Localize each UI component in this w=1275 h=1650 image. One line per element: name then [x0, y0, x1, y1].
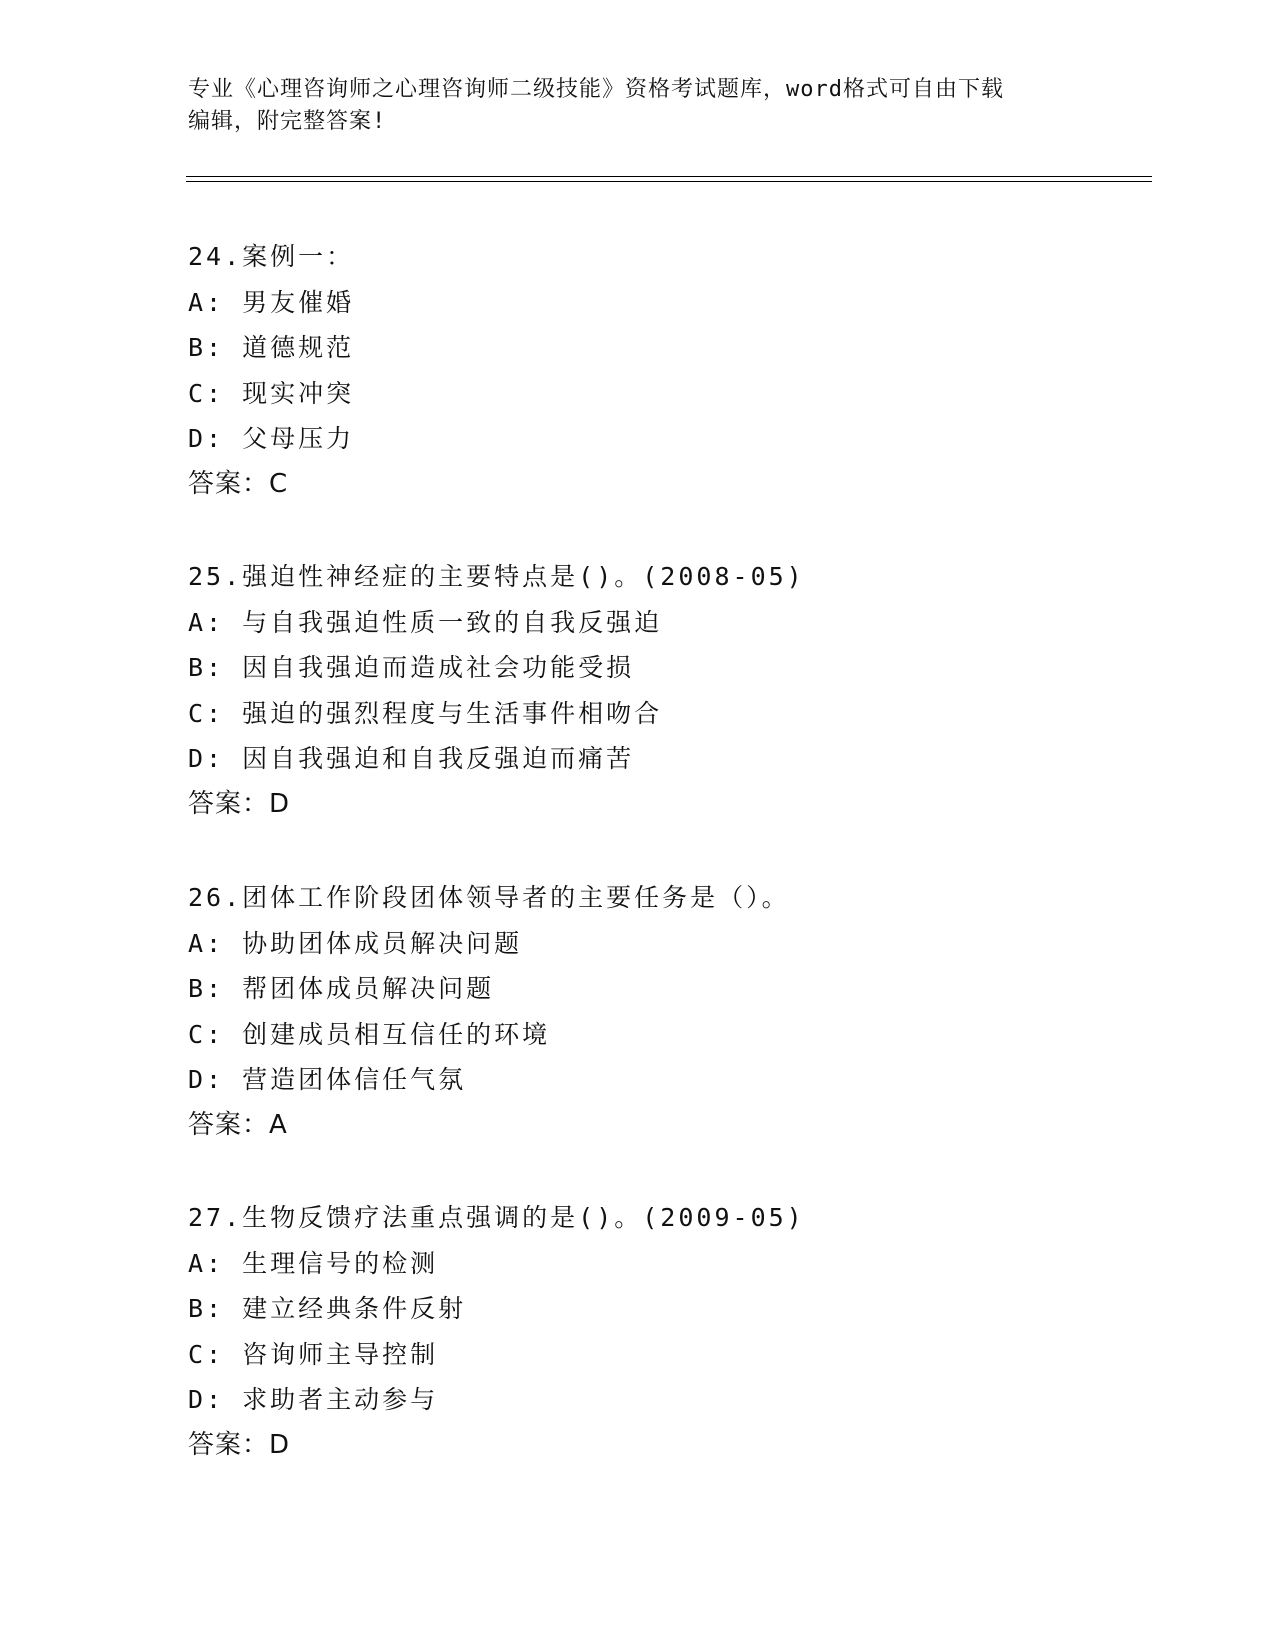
header-divider-top — [186, 176, 1152, 177]
option-d: D: 营造团体信任气氛 — [188, 1065, 467, 1094]
option-b: B: 道德规范 — [188, 333, 355, 362]
option-a: A: 男友催婚 — [188, 287, 355, 317]
question-stem: 24.案例一： — [188, 242, 355, 271]
option-c: C: 创建成员相互信任的环境 — [188, 1019, 551, 1049]
header-line-2: 编辑，附完整答案! — [188, 109, 387, 134]
option-d: D: 因自我强迫和自我反强迫而痛苦 — [188, 744, 635, 773]
answer: 答案：C — [188, 468, 289, 499]
answer: 答案：A — [188, 1109, 288, 1140]
option-a: A: 与自我强迫性质一致的自我反强迫 — [188, 607, 663, 637]
option-c: C: 现实冲突 — [188, 378, 355, 408]
option-c: C: 咨询师主导控制 — [188, 1339, 439, 1369]
header-line-1: 专业《心理咨询师之心理咨询师二级技能》资格考试题库，word格式可自由下载 — [188, 77, 1004, 102]
question-27 — [188, 1195, 1148, 1468]
option-d: D: 求助者主动参与 — [188, 1385, 439, 1414]
option-b: B: 建立经典条件反射 — [188, 1294, 467, 1323]
question-24 — [188, 234, 1148, 507]
answer: 答案：D — [188, 1429, 291, 1460]
document-header — [188, 74, 1088, 138]
option-a: A: 协助团体成员解决问题 — [188, 928, 523, 958]
question-26 — [188, 875, 1148, 1148]
option-b: B: 因自我强迫而造成社会功能受损 — [188, 653, 635, 682]
question-stem: 25.强迫性神经症的主要特点是()。(2008-05) — [188, 562, 805, 591]
header-divider-bottom — [186, 181, 1152, 182]
question-stem: 27.生物反馈疗法重点强调的是()。(2009-05) — [188, 1203, 805, 1232]
option-a: A: 生理信号的检测 — [188, 1248, 439, 1278]
option-d: D: 父母压力 — [188, 424, 355, 453]
answer: 答案：D — [188, 788, 291, 819]
option-c: C: 强迫的强烈程度与生活事件相吻合 — [188, 698, 663, 728]
question-stem: 26.团体工作阶段团体领导者的主要任务是（）。 — [188, 883, 790, 912]
question-25 — [188, 554, 1148, 827]
option-b: B: 帮团体成员解决问题 — [188, 974, 495, 1003]
